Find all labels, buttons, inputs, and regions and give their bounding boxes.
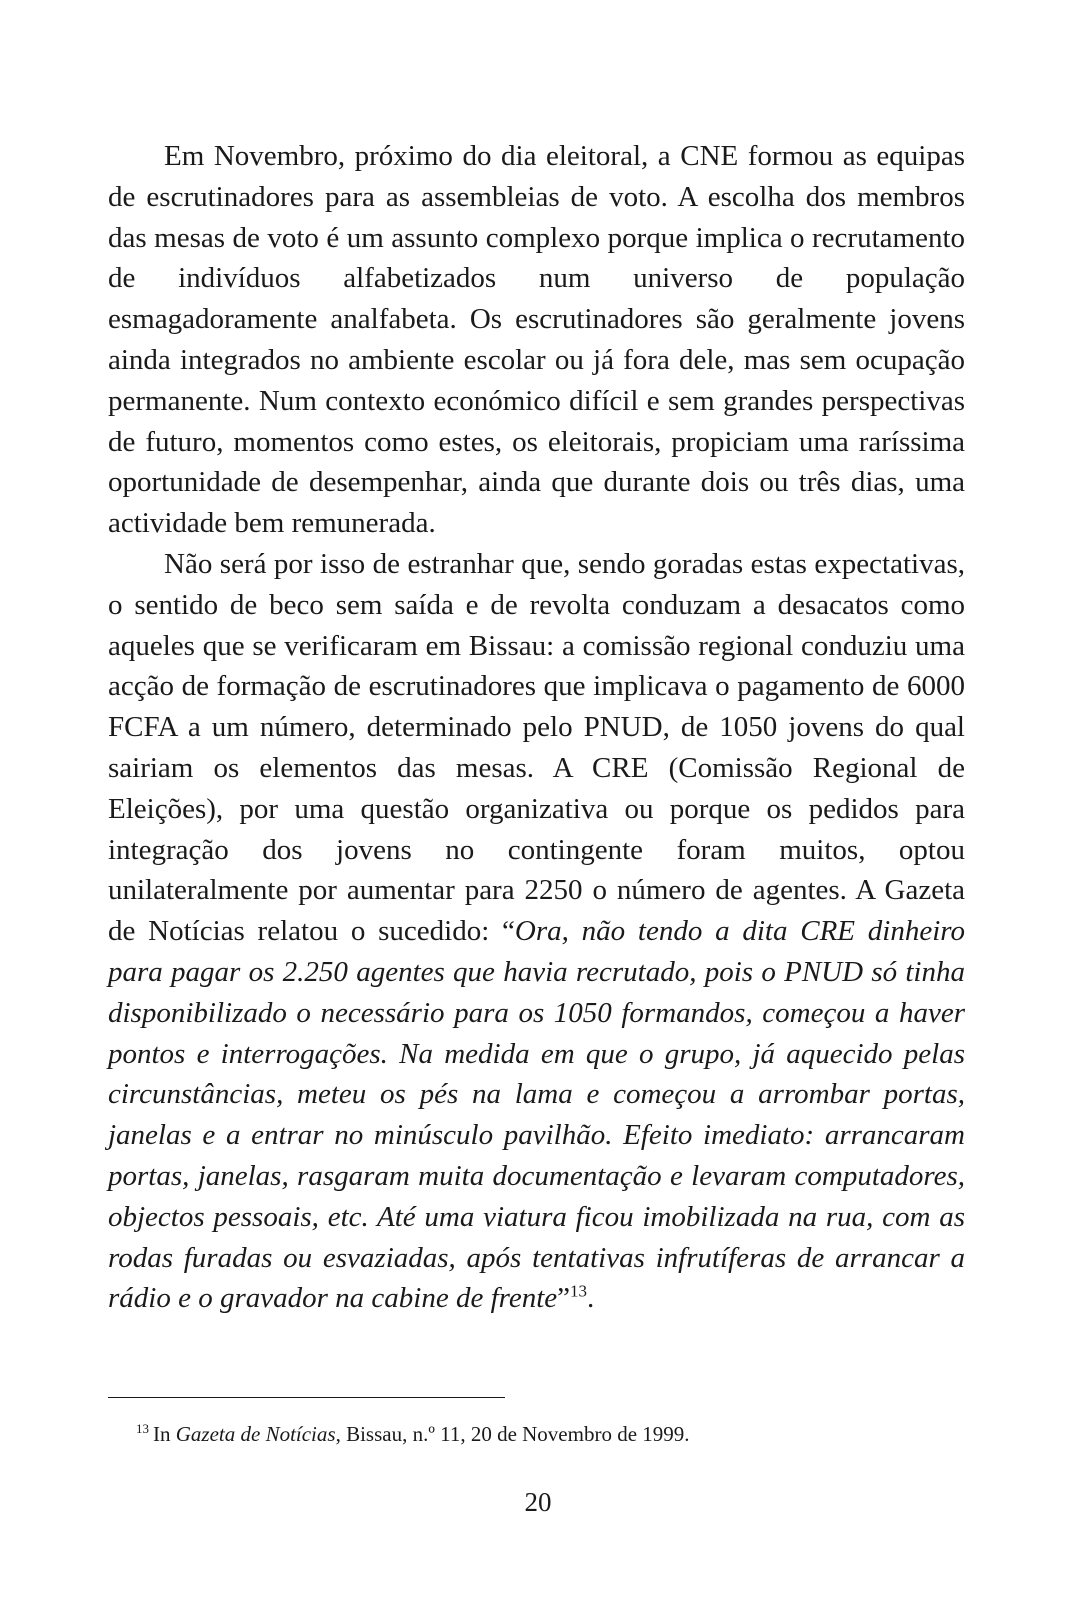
paragraph-2-lead: Não será por isso de estranhar que, sendo goradas estas expectativas, o sentido de beco sem saída e de revolta conduzam a desacatos como aqueles que se verificaram em Bissau: a comissão regional conduziu uma acção de formação de escrutinadores que implicava o pagamento de 6000 FCFA a um número, determinado pelo PNUD, de 1050 jovens do qual sairiam os elementos das mesas. A CRE (Comissão Regional de Eleições), por uma questão organizativa ou porque os pedidos para integração dos jovens no contingente foram muitos, optou unilateralmente por aumentar para 2250 o número de agentes. A Gazeta de Notícias relatou o sucedido: “ — [108, 547, 965, 948]
footnote-divider — [108, 1397, 505, 1398]
footnote-prefix: In — [153, 1422, 176, 1446]
page-number: 20 — [524, 1487, 552, 1517]
quote-close-mark: ” — [557, 1282, 571, 1315]
footnote-source: Gazeta de Notícias — [175, 1422, 336, 1446]
footnote-details: , Bissau, n.º 11, 20 de Novembro de 1999. — [335, 1422, 690, 1446]
footnote-reference: 13 — [570, 1281, 588, 1301]
paragraph-1: Em Novembro, próximo do dia eleitoral, a CNE formou as equipas de escrutinadores para as assembleias de voto. A escolha dos membros das mesas de voto é um assunto complexo porque implica o recrutamento de indivíduos alfabetizados num universo de população esmagadoramente analfabeta. Os escrutinadores são geralmente jovens ainda integrados no ambiente escolar ou já fora dele, mas sem ocupação permanente. Num contexto económico difícil e sem grandes perspectivas de futuro, momentos como estes, os eleitorais, propiciam uma raríssima oportunidade de desempenhar, ainda que durante dois ou três dias, uma actividade bem remunerada. — [108, 140, 965, 540]
footnote-number: 13 — [136, 1421, 149, 1436]
body-text — [108, 136, 965, 1319]
paragraph-2 — [108, 544, 965, 1319]
paragraph-2-end: . — [587, 1282, 595, 1315]
newspaper-quote: Ora, não tendo a dita CRE dinheiro para pagar os 2.250 agentes que havia recrutado, pois o PNUD só tinha disponibilizado o necessário para os 1050 formandos, começou a haver pontos e interrogações. Na medida em que o grupo, já aquecido pelas circunstâncias, meteu os pés na lama e começou a arrombar portas, janelas e a entrar no minúsculo pavilhão. Efeito imediato: arrancaram portas, janelas, rasgaram muita documentação e levaram computadores, objectos pessoais, etc. Até uma viatura ficou imobilizada na rua, com as rodas furadas ou esvaziadas, após tentativas infrutíferas de arrancar a rádio e o gravador na cabine de frente — [108, 915, 965, 1315]
footnote — [136, 1420, 936, 1448]
